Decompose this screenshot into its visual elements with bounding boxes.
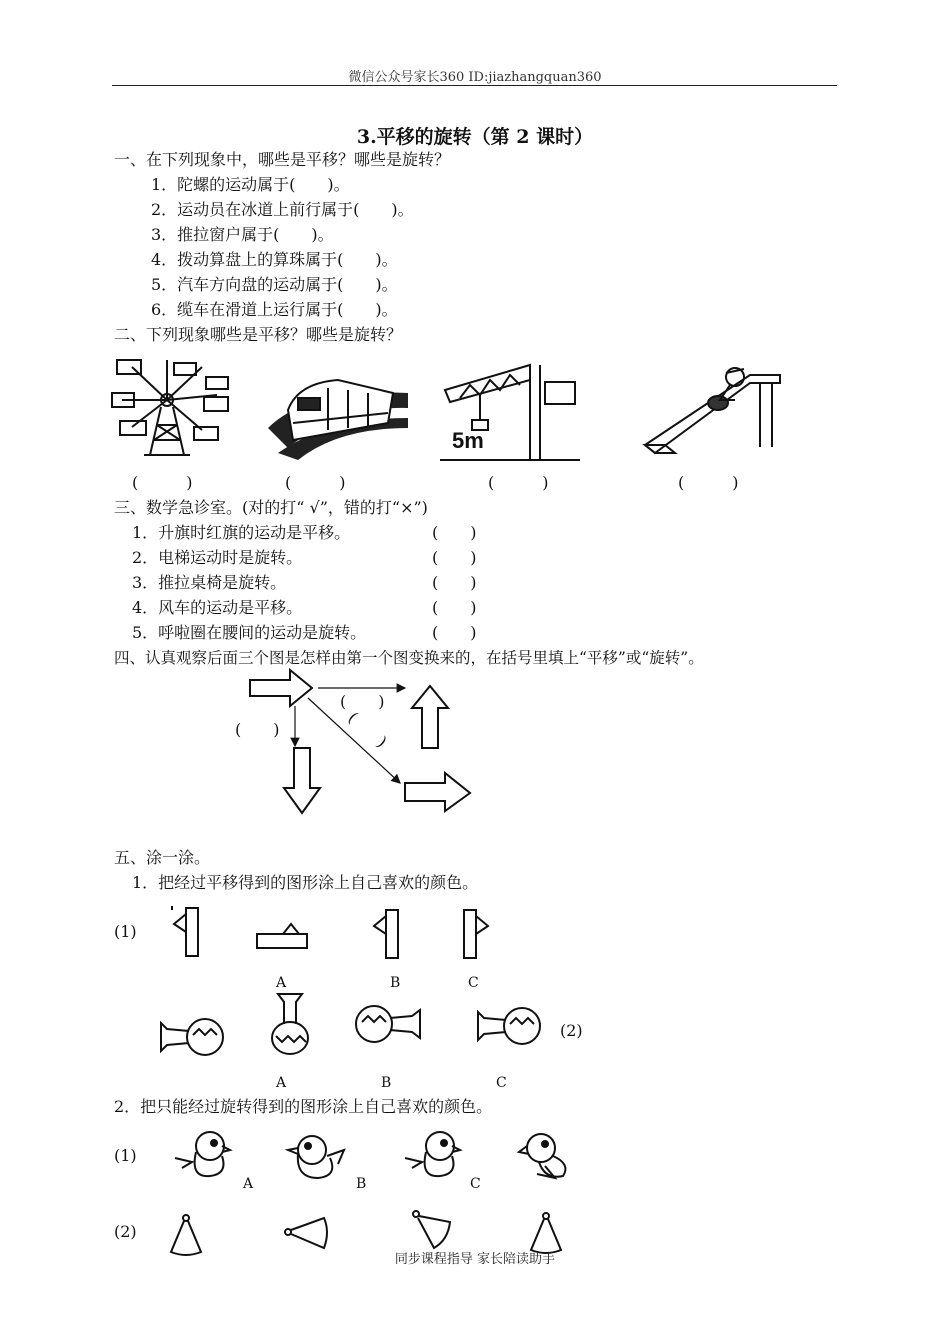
section3-item: 2．电梯运动时是旋转。 <box>132 548 303 567</box>
section3-heading: 三、数学急诊室。(对的打“ √”，错的打“×”) <box>114 498 428 517</box>
section1-item: 3．推拉窗户属于( )。 <box>151 225 334 244</box>
crane-picture <box>440 360 585 460</box>
flag-shape-original <box>170 906 210 958</box>
page-footer: 同步课程指导 家长陪读助手 <box>394 1252 556 1267</box>
section4-answer-blank-rotate-down[interactable]: ( ) <box>235 720 280 739</box>
option-label-a: A <box>276 975 287 991</box>
vase-shape-option-a[interactable] <box>268 990 313 1060</box>
section1-item: 5．汽车方向盘的运动属于( )。 <box>151 275 398 294</box>
ferris-wheel-picture <box>112 355 232 460</box>
section4-heading: 四、认真观察后面三个图是怎样由第一个图变换来的，在括号里填上“平移”或“旋转”。 <box>114 649 704 667</box>
section3-answer-blank[interactable]: ( ) <box>432 598 477 617</box>
section1-item: 2．运动员在冰道上前行属于( )。 <box>151 200 414 219</box>
flag-shape-option-c[interactable] <box>460 908 500 960</box>
option-label-c: C <box>496 1075 507 1091</box>
svg-text:5m: 5m <box>452 428 484 453</box>
bird-shape-option-b[interactable] <box>400 1128 465 1183</box>
q1-part2-label: (2) <box>560 1021 583 1040</box>
section4-answer-blank-translate-right[interactable]: ( ) <box>340 692 385 711</box>
section3-answer-blank[interactable]: ( ) <box>432 523 477 542</box>
section3-item: 3．推拉桌椅是旋转。 <box>132 573 287 592</box>
option-label-b: B <box>356 1176 367 1192</box>
option-label-b: B <box>390 975 401 991</box>
section2-answer-blank[interactable]: ( ) <box>678 473 739 492</box>
section1-item: 6．缆车在滑道上运行属于( )。 <box>151 300 398 319</box>
section2-answer-blank[interactable]: ( ) <box>132 473 193 492</box>
section5-heading: 五、涂一涂。 <box>114 848 211 867</box>
vase-shape-option-b[interactable] <box>352 1002 427 1047</box>
section1-item: 4．拨动算盘上的算珠属于( )。 <box>151 250 398 269</box>
section3-answer-blank[interactable]: ( ) <box>432 623 477 642</box>
section5-question2: 2．把只能经过旋转得到的图形涂上自己喜欢的颜色。 <box>114 1097 493 1116</box>
section2-answer-blank[interactable]: ( ) <box>488 473 549 492</box>
section2-heading: 二、下列现象哪些是平移？哪些是旋转？ <box>114 325 403 344</box>
page-header: 微信公众号家长360 ID:jiazhangquan360 <box>348 70 602 85</box>
page-title: 3.平移的旋转（第 2 课时） <box>356 126 594 148</box>
slide-picture <box>640 355 785 460</box>
option-label-a: A <box>243 1176 254 1192</box>
section1-item: 1．陀螺的运动属于( )。 <box>151 175 350 194</box>
section5-question1: 1．把经过平移得到的图形涂上自己喜欢的颜色。 <box>132 873 479 892</box>
section2-answer-blank[interactable]: ( ) <box>285 473 346 492</box>
section3-item: 5．呼啦圈在腰间的运动是旋转。 <box>132 623 367 642</box>
section3-item: 4．风车的运动是平移。 <box>132 598 303 617</box>
bird-shape-option-c[interactable] <box>515 1128 580 1183</box>
q1-part1-label: (1) <box>114 922 137 941</box>
option-label-a: A <box>276 1075 287 1091</box>
section1-heading: 一、在下列现象中，哪些是平移？哪些是旋转？ <box>114 150 451 169</box>
bird-shape-original <box>170 1128 235 1183</box>
option-label-c: C <box>470 1176 481 1192</box>
train-picture <box>268 368 408 463</box>
section4-answer-blank-diagonal[interactable]: ( ) <box>344 708 391 752</box>
option-label-b: B <box>381 1075 392 1091</box>
section3-answer-blank[interactable]: ( ) <box>432 548 477 567</box>
vase-shape-option-c[interactable] <box>472 1004 544 1049</box>
q2-part1-label: (1) <box>114 1146 137 1165</box>
flag-shape-option-a[interactable] <box>255 922 310 952</box>
fan-shape-option-b[interactable] <box>410 1208 455 1253</box>
option-label-c: C <box>468 975 479 991</box>
section3-item: 1．升旗时红旗的运动是平移。 <box>132 523 351 542</box>
q2-part2-label: (2) <box>114 1222 137 1241</box>
flag-shape-option-b[interactable] <box>370 908 410 960</box>
header-divider <box>112 85 837 86</box>
section3-answer-blank[interactable]: ( ) <box>432 573 477 592</box>
vase-shape-original <box>155 1015 227 1060</box>
bird-shape-option-a[interactable] <box>282 1128 347 1183</box>
